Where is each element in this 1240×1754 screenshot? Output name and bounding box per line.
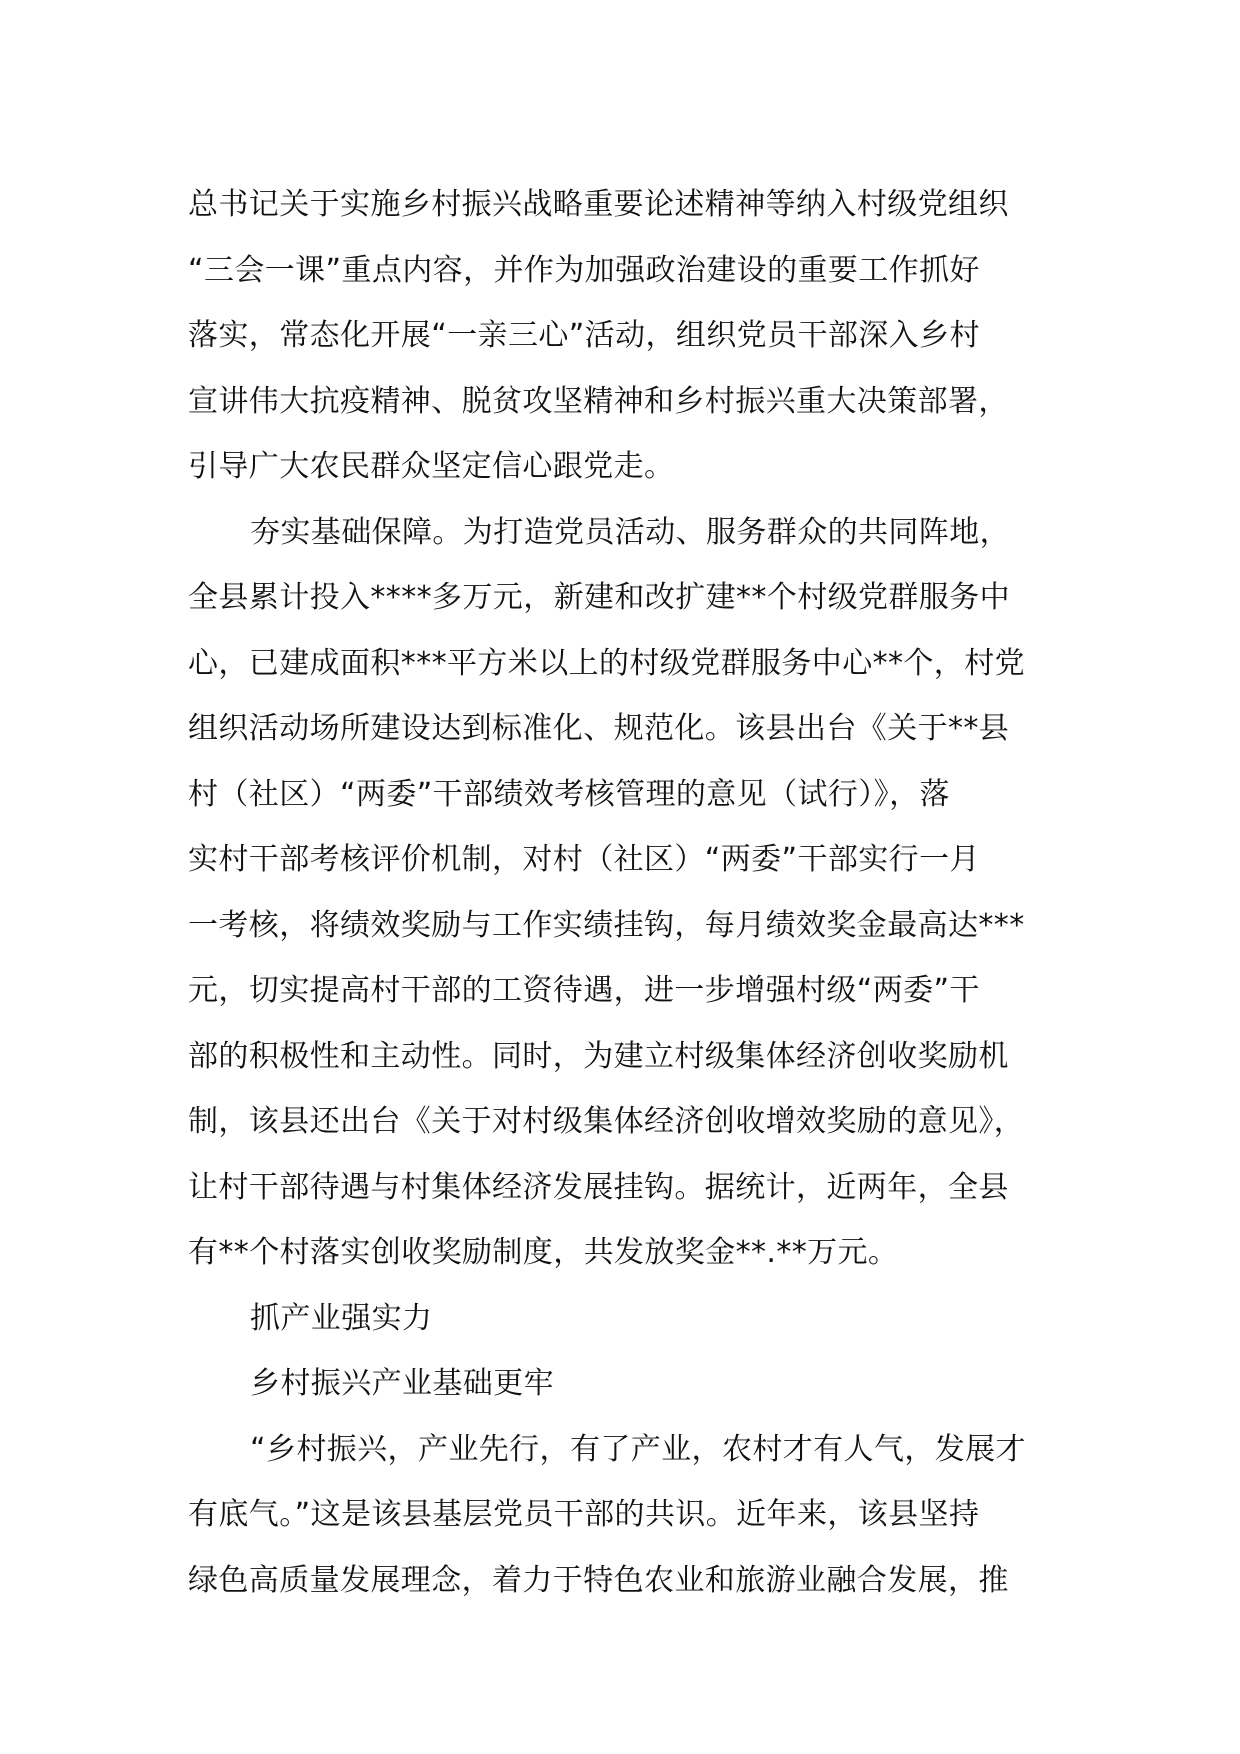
section-heading: 抓产业强实力	[250, 1300, 433, 1336]
paragraph-start-line: 夯实基础保障。为打造党员活动、服务群众的共同阵地，	[250, 514, 1010, 550]
body-line: 实村干部考核评价机制，对村（社区）“两委”干部实行一月	[188, 842, 980, 877]
body-line: 心，已建成面积***平方米以上的村级党群服务中心**个，村党	[188, 645, 1025, 681]
body-line: 村（社区）“两委”干部绩效考核管理的意见（试行）》，落	[188, 776, 950, 812]
body-line: 落实，常态化开展“一亲三心”活动，组织党员干部深入乡村	[188, 318, 980, 353]
section-subheading: 乡村振兴产业基础更牢	[250, 1366, 554, 1401]
body-line: 制，该县还出台《关于对村级集体经济创收增效奖励的意见》，	[188, 1104, 1025, 1139]
body-line: 绿色高质量发展理念，着力于特色农业和旅游业融合发展，推	[188, 1562, 1009, 1598]
paragraph-start-line: “乡村振兴，产业先行，有了产业，农村才有人气，发展才	[250, 1431, 1026, 1467]
body-line: “三会一课”重点内容，并作为加强政治建设的重要工作抓好	[188, 252, 980, 288]
body-line: 组织活动场所建设达到标准化、规范化。该县出台《关于**县	[188, 711, 1010, 746]
body-line: 元，切实提高村干部的工资待遇，进一步增强村级“两委”干	[188, 973, 980, 1008]
body-line: 总书记关于实施乡村振兴战略重要论述精神等纳入村级党组织	[188, 187, 1009, 222]
body-line: 宣讲伟大抗疫精神、脱贫攻坚精神和乡村振兴重大决策部署，	[188, 383, 1009, 419]
body-line: 有底气。”这是该县基层党员干部的共识。近年来，该县坚持	[188, 1497, 980, 1532]
body-line: 让村干部待遇与村集体经济发展挂钩。据统计，近两年，全县	[188, 1169, 1009, 1205]
body-line: 引导广大农民群众坚定信心跟党走。	[188, 449, 675, 484]
body-line: 全县累计投入****多万元，新建和改扩建**个村级党群服务中	[188, 580, 1010, 615]
body-line: 有**个村落实创收奖励制度，共发放奖金**.**万元。	[188, 1235, 899, 1270]
document-body	[188, 172, 1068, 1613]
body-line: 部的积极性和主动性。同时，为建立村级集体经济创收奖励机	[188, 1038, 1009, 1074]
body-line: 一考核，将绩效奖励与工作实绩挂钩，每月绩效奖金最高达***	[188, 907, 1025, 943]
